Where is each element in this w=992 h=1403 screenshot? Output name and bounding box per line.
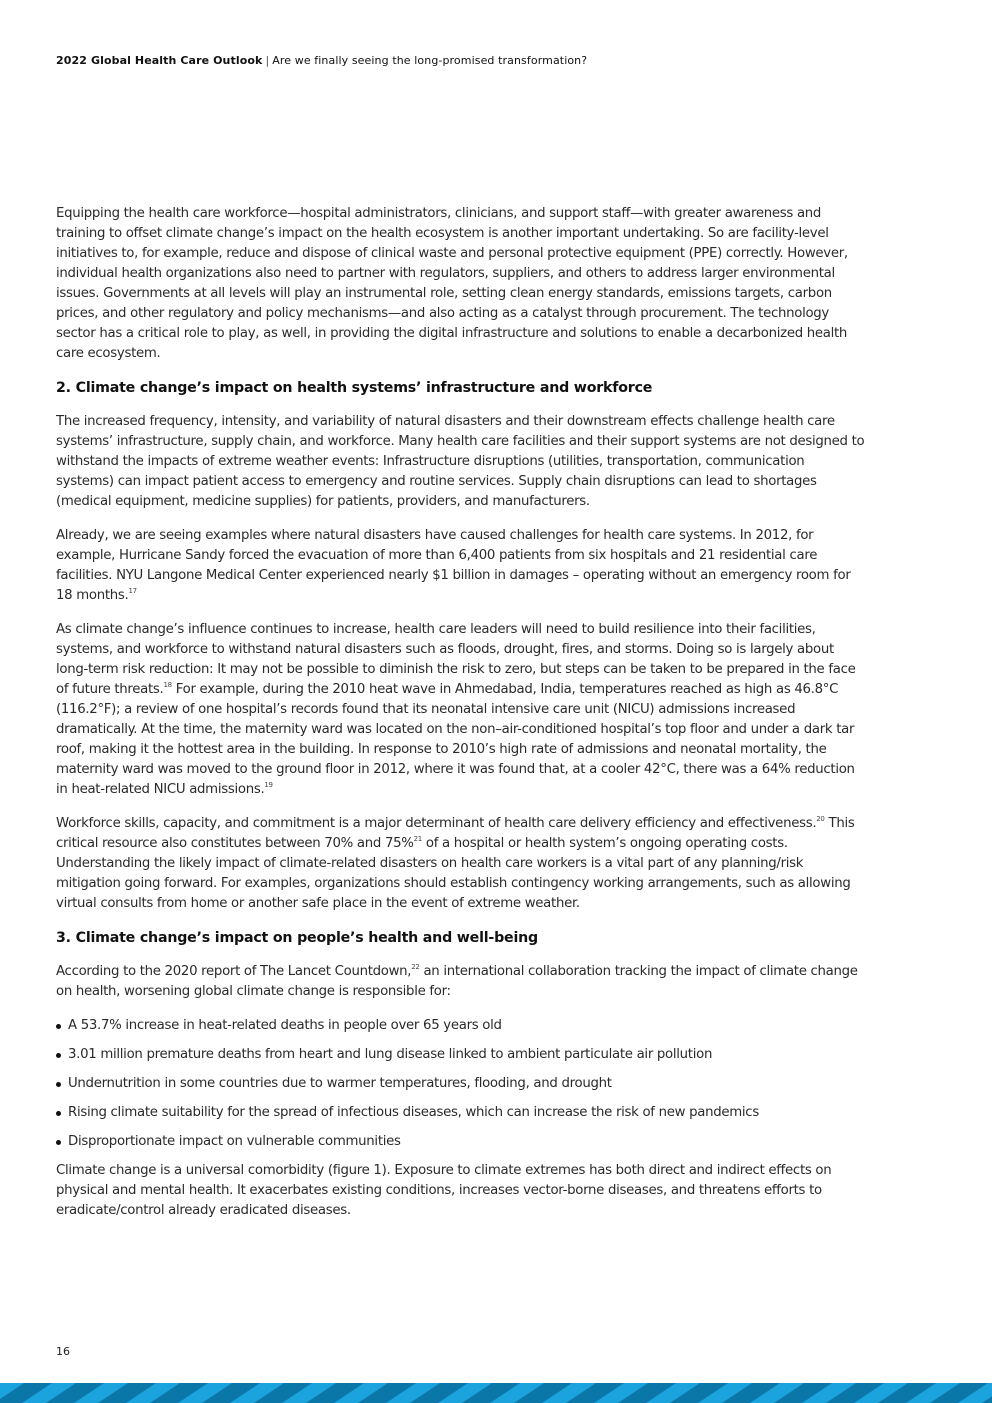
impact-bullet-list	[56, 1016, 866, 1152]
footnote-ref[interactable]: 22	[411, 963, 420, 971]
paragraph-text: As climate change’s influence continues to increase, health care leaders will need to build resilience into their facilities, systems, and workforce to withstand natural disasters such as floods, drought, fires, and storms. Doing so is largely about long-term risk reduction: It may not be possible to diminish the risk to zero, but steps can be taken to be prepared in the face of future threats.	[56, 622, 856, 697]
paragraph-text: an international collaboration tracking the impact of climate change on health, worsening global climate change is responsible for:	[56, 964, 858, 999]
list-item	[56, 1045, 866, 1065]
list-item	[56, 1074, 866, 1094]
bullet-icon	[56, 1024, 61, 1029]
page-number: 16	[56, 1345, 70, 1358]
footnote-ref[interactable]: 19	[264, 781, 273, 789]
bullet-icon	[56, 1082, 61, 1087]
footer-stripe-band	[0, 1383, 992, 1403]
list-item	[56, 1016, 866, 1036]
bullet-icon	[56, 1111, 61, 1116]
bullet-icon	[56, 1140, 61, 1145]
list-item-text: Undernutrition in some countries due to warmer temperatures, flooding, and drought	[68, 1076, 612, 1091]
section-3-paragraph-1	[56, 962, 866, 1002]
paragraph-text: This critical resource also constitutes between 70% and 75%	[56, 816, 855, 851]
list-item-text: A 53.7% increase in heat-related deaths in people over 65 years old	[68, 1018, 502, 1033]
footnote-ref[interactable]: 17	[128, 587, 137, 595]
bullet-icon	[56, 1053, 61, 1058]
list-item	[56, 1132, 866, 1152]
report-subtitle: Are we finally seeing the long-promised transformation?	[272, 54, 588, 67]
footnote-ref[interactable]: 20	[816, 815, 825, 823]
list-item-text: Disproportionate impact on vulnerable communities	[68, 1134, 401, 1149]
header-separator: |	[265, 54, 270, 67]
list-item	[56, 1103, 866, 1123]
article-body	[56, 204, 866, 1235]
section-2-paragraph-4	[56, 814, 866, 914]
footnote-ref[interactable]: 21	[413, 835, 422, 843]
section-3-paragraph-2: Climate change is a universal comorbidity (figure 1). Exposure to climate extremes has both direct and indirect effects on physical and mental health. It exacerbates existing conditions, increases vector-borne diseases, and threatens efforts to eradicate/control already eradicated diseases.	[56, 1163, 832, 1218]
paragraph-text: According to the 2020 report of The Lancet Countdown,	[56, 964, 412, 979]
report-title: 2022 Global Health Care Outlook	[56, 54, 263, 67]
footnote-ref[interactable]: 18	[163, 681, 172, 689]
running-header	[56, 54, 587, 67]
paragraph-text: Already, we are seeing examples where natural disasters have caused challenges for health care systems. In 2012, for example, Hurricane Sandy forced the evacuation of more than 6,400 patients from six hospitals and 21 residential care facilities. NYU Langone Medical Center experienced nearly $1 billion in damages – operating without an emergency room for 18 months.	[56, 528, 851, 603]
section-2-paragraph-1: The increased frequency, intensity, and variability of natural disasters and their downstream effects challenge health care systems’ infrastructure, supply chain, and workforce. Many health care facilities and their support systems are not designed to withstand the impacts of extreme weather events: Infrastructure disruptions (utilities, transportation, communication systems) can impact patient access to emergency and routine services. Supply chain disruptions can lead to shortages (medical equipment, medicine supplies) for patients, providers, and manufacturers.	[56, 414, 865, 509]
intro-paragraph: Equipping the health care workforce—hospital administrators, clinicians, and support staff—with greater awareness and training to offset climate change’s impact on the health ecosystem is another important undertaking. So are facility-level initiatives to, for example, reduce and dispose of clinical waste and personal protective equipment (PPE) correctly. However, individual health organizations also need to partner with regulators, suppliers, and others to address larger environmental issues. Governments at all levels will play an instrumental role, setting clean energy standards, emissions targets, carbon prices, and other regulatory and policy mechanisms—and also acting as a catalyst through procurement. The technology sector has a critical role to play, as well, in providing the digital infrastructure and solutions to enable a decarbonized health care ecosystem.	[56, 206, 848, 361]
section-2-heading: 2. Climate change’s impact on health systems’ infrastructure and workforce	[56, 380, 653, 396]
section-3-heading: 3. Climate change’s impact on people’s health and well-being	[56, 930, 538, 946]
paragraph-text: of a hospital or health system’s ongoing operating costs. Understanding the likely impact of climate-related disasters on health care workers is a vital part of any planning/risk mitigation going forward. For examples, organizations should establish contingency working arrangements, such as allowing virtual consults from home or another safe place in the event of extreme weather.	[56, 836, 851, 911]
paragraph-text: For example, during the 2010 heat wave in Ahmedabad, India, temperatures reached as high as 46.8°C (116.2°F); a review of one hospital’s records found that its neonatal intensive care unit (NICU) admissions increased dramatically. At the time, the maternity ward was located on the non–air-conditioned hospital’s top floor and under a dark tar roof, making it the hottest area in the building. In response to 2010’s high rate of admissions and neonatal mortality, the maternity ward was moved to the ground floor in 2012, where it was found that, at a cooler 42°C, there was a 64% reduction in heat-related NICU admissions.	[56, 682, 855, 797]
paragraph-text: Workforce skills, capacity, and commitment is a major determinant of health care delivery efficiency and effectiveness.	[56, 816, 817, 831]
list-item-text: 3.01 million premature deaths from heart and lung disease linked to ambient particulate air pollution	[68, 1047, 713, 1062]
list-item-text: Rising climate suitability for the spread of infectious diseases, which can increase the risk of new pandemics	[68, 1105, 759, 1120]
section-2-paragraph-3	[56, 620, 866, 800]
section-2-paragraph-2	[56, 526, 866, 606]
